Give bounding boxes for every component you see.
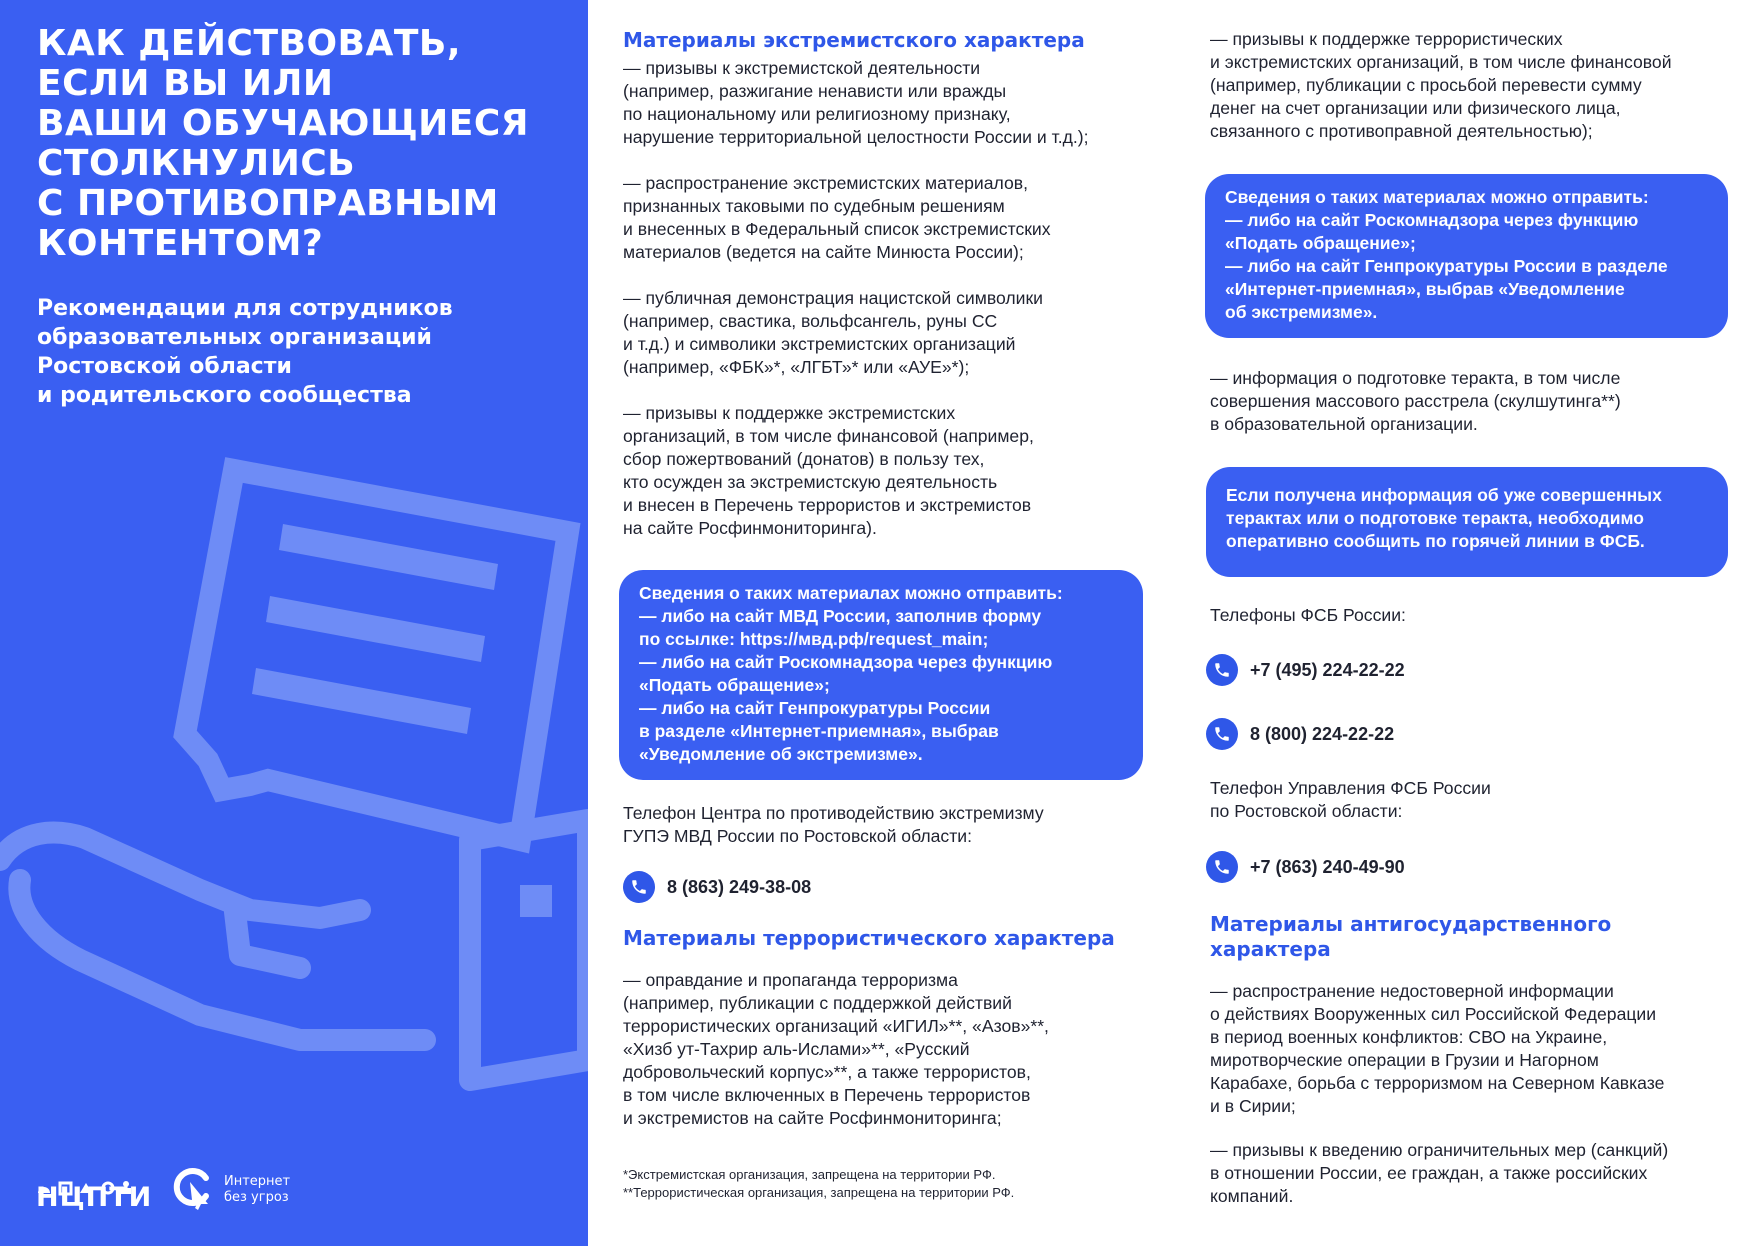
text-line: в образовательной организации. bbox=[1210, 414, 1478, 434]
subtitle-line: Ростовской области bbox=[37, 354, 292, 379]
callout-line: — либо на сайт Роскомнадзора через функцию bbox=[639, 652, 1053, 672]
antistate-item-2 bbox=[1210, 1139, 1668, 1208]
text-line: и т.д.) и символики экстремистских организаций bbox=[623, 334, 1016, 354]
internet-bez-ugroz-text bbox=[224, 1174, 314, 1206]
text-line: организаций, в том числе финансовой (например, bbox=[623, 426, 1034, 446]
callout-line: по ссылке: https://мвд.рф/request_main; bbox=[639, 629, 989, 649]
subtitle-line: образовательных организаций bbox=[37, 325, 432, 350]
phone-number: +7 (863) 240-49-90 bbox=[1250, 857, 1405, 877]
extremist-item-3 bbox=[623, 287, 1043, 379]
heading-line: Материалы антигосударственного bbox=[1210, 912, 1612, 936]
text-line: — распространение недостоверной информации bbox=[1210, 981, 1614, 1001]
extremist-report-callout bbox=[619, 570, 1143, 780]
subtitle-line: и родительского сообщества bbox=[37, 383, 412, 408]
text-line: — призывы к поддержке террористических bbox=[1210, 29, 1563, 49]
hand-message-illustration bbox=[0, 440, 588, 1160]
text-line: — оправдание и пропаганда терроризма bbox=[623, 970, 958, 990]
main-title bbox=[37, 24, 577, 264]
text-line: (например, публикации с поддержкой действий bbox=[623, 993, 1012, 1013]
logo-ibu-line: Интернет bbox=[224, 1174, 291, 1189]
text-line: (например, публикации с просьбой перевести сумму bbox=[1210, 75, 1642, 95]
text-line: в период военных конфликтов: СВО на Украине, bbox=[1210, 1027, 1608, 1047]
text-line: материалов (ведется на сайте Минюста России); bbox=[623, 242, 1024, 262]
text-line: и в Сирии; bbox=[1210, 1096, 1296, 1116]
text-line: на сайте Росфинмониторинга). bbox=[623, 518, 877, 538]
callout-line: — либо на сайт Генпрокуратуры России bbox=[639, 698, 991, 718]
title-line: КАК ДЕЙСТВОВАТЬ, bbox=[37, 23, 462, 64]
phone-number: 8 (863) 249-38-08 bbox=[667, 877, 812, 897]
heading-line: характера bbox=[1210, 937, 1331, 961]
text-line: Телефон Управления ФСБ России bbox=[1210, 778, 1491, 798]
nupti-logo-text: НЦПТИ bbox=[36, 1182, 153, 1213]
text-line: денег на счет организации или физического лица, bbox=[1210, 98, 1621, 118]
callout-line: «Уведомление об экстремизме». bbox=[639, 744, 923, 764]
text-line: по национальному или религиозному признаку, bbox=[623, 104, 1011, 124]
callout-line: оперативно сообщить по горячей линии в ФСБ. bbox=[1226, 531, 1645, 551]
internet-bez-ugroz-icon bbox=[170, 1164, 216, 1210]
callout-line: Если получена информация об уже совершенных bbox=[1226, 485, 1662, 505]
phone-icon bbox=[1206, 851, 1238, 883]
callout-line: Сведения о таких материалах можно отправить: bbox=[1225, 187, 1649, 207]
callout-line: «Интернет-приемная», выбрав «Уведомление bbox=[1225, 279, 1625, 299]
callout-line: «Подать обращение»; bbox=[639, 675, 830, 695]
callout-line: терактах или о подготовке теракта, необходимо bbox=[1226, 508, 1644, 528]
terror-item-1 bbox=[623, 969, 1049, 1130]
text-line: в том числе включенных в Перечень террористов bbox=[623, 1085, 1031, 1105]
text-line: и экстремистов на сайте Росфинмониторинга; bbox=[623, 1108, 1002, 1128]
subtitle bbox=[37, 294, 567, 410]
text-line: и внесенных в Федеральный список экстремистских bbox=[623, 219, 1051, 239]
extremist-heading: Материалы экстремистского характера bbox=[623, 28, 1085, 52]
center-phone-label bbox=[623, 802, 1044, 848]
terror-item-2 bbox=[1210, 28, 1672, 143]
title-line: СТОЛКНУЛИСЬ bbox=[37, 143, 356, 184]
extremist-item-1 bbox=[623, 57, 1089, 149]
text-line: миротворческие операции в Грузии и Нагорном bbox=[1210, 1050, 1599, 1070]
text-line: кто осужден за экстремистскую деятельность bbox=[623, 472, 998, 492]
title-line: ВАШИ ОБУЧАЮЩИЕСЯ bbox=[37, 103, 530, 144]
text-line: — распространение экстремистских материалов, bbox=[623, 173, 1028, 193]
text-line: в отношении России, ее граждан, а также российских bbox=[1210, 1163, 1648, 1183]
terror-heading: Материалы террористического характера bbox=[623, 926, 1115, 950]
text-line: связанного с противоправной деятельностью); bbox=[1210, 121, 1593, 141]
callout-line: — либо на сайт МВД России, заполнив форму bbox=[639, 606, 1042, 626]
text-line: — информация о подготовке теракта, в том числе bbox=[1210, 368, 1621, 388]
text-line: «Хизб ут-Тахрир аль-Ислами»**, «Русский bbox=[623, 1039, 970, 1059]
footnote: *Экстремистская организация, запрещена на территории РФ. bbox=[623, 1167, 996, 1182]
text-line: добровольческий корпус»**, а также террористов, bbox=[623, 1062, 1031, 1082]
logo-ibu-line: без угроз bbox=[224, 1190, 289, 1205]
text-line: (например, разжигание ненависти или вражды bbox=[623, 81, 1007, 101]
footnote: **Террористическая организация, запрещена на территории РФ. bbox=[623, 1185, 1015, 1200]
callout-line: об экстремизме». bbox=[1225, 302, 1378, 322]
text-line: — призывы к введению ограничительных мер (санкций) bbox=[1210, 1140, 1669, 1160]
text-line: — публичная демонстрация нацистской символики bbox=[623, 288, 1043, 308]
title-line: КОНТЕНТОМ? bbox=[37, 223, 324, 264]
fsb-rostov-label bbox=[1210, 777, 1491, 823]
antistate-heading bbox=[1210, 912, 1611, 962]
terror-report-callout bbox=[1205, 174, 1728, 338]
text-line: нарушение территориальной целостности России и т.д.); bbox=[623, 127, 1089, 147]
terror-item-3 bbox=[1210, 367, 1621, 436]
fsb-hotline-callout bbox=[1206, 467, 1728, 577]
text-line: — призывы к поддержке экстремистских bbox=[623, 403, 956, 423]
text-line: (например, «ФБК»*, «ЛГБТ»* или «АУЕ»*); bbox=[623, 357, 970, 377]
phone-icon bbox=[623, 871, 655, 903]
text-line: компаний. bbox=[1210, 1186, 1294, 1206]
text-line: — призывы к экстремистской деятельности bbox=[623, 58, 981, 78]
callout-line: в разделе «Интернет-приемная», выбрав bbox=[639, 721, 999, 741]
footnotes bbox=[623, 1166, 1014, 1202]
text-line: ГУПЭ МВД России по Ростовской области: bbox=[623, 826, 972, 846]
text-line: (например, свастика, вольфсангель, руны СС bbox=[623, 311, 998, 331]
extremist-item-4 bbox=[623, 402, 1034, 540]
phone-number: +7 (495) 224-22-22 bbox=[1250, 660, 1405, 680]
left-panel bbox=[0, 0, 588, 1246]
title-line: С ПРОТИВОПРАВНЫМ bbox=[37, 183, 499, 224]
callout-line: Сведения о таких материалах можно отправить: bbox=[639, 583, 1063, 603]
subtitle-line: Рекомендации для сотрудников bbox=[37, 296, 453, 321]
text-line: по Ростовской области: bbox=[1210, 801, 1403, 821]
phone-icon bbox=[1206, 718, 1238, 750]
extremist-item-2 bbox=[623, 172, 1051, 264]
phone-number: 8 (800) 224-22-22 bbox=[1250, 724, 1395, 744]
text-line: и внесен в Перечень террористов и экстремистов bbox=[623, 495, 1032, 515]
callout-line: — либо на сайт Роскомнадзора через функцию bbox=[1225, 210, 1639, 230]
fsb-phones-label: Телефоны ФСБ России: bbox=[1210, 605, 1406, 625]
text-line: Телефон Центра по противодействию экстремизму bbox=[623, 803, 1044, 823]
title-line: ЕСЛИ ВЫ ИЛИ bbox=[37, 63, 334, 104]
text-line: и экстремистских организаций, в том числе финансовой bbox=[1210, 52, 1672, 72]
text-line: террористических организаций «ИГИЛ»**, «Азов»**, bbox=[623, 1016, 1049, 1036]
callout-line: — либо на сайт Генпрокуратуры России в разделе bbox=[1225, 256, 1668, 276]
text-line: признанных таковыми по судебным решениям bbox=[623, 196, 1005, 216]
text-line: совершения массового расстрела (скулшутинга**) bbox=[1210, 391, 1621, 411]
antistate-item-1 bbox=[1210, 980, 1664, 1118]
text-line: сбор пожертвований (донатов) в пользу тех, bbox=[623, 449, 985, 469]
text-line: Карабахе, борьба с терроризмом на Северном Кавказе bbox=[1210, 1073, 1665, 1093]
callout-line: «Подать обращение»; bbox=[1225, 233, 1416, 253]
phone-icon bbox=[1206, 654, 1238, 686]
text-line: о действиях Вооруженных сил Российской Федерации bbox=[1210, 1004, 1657, 1024]
